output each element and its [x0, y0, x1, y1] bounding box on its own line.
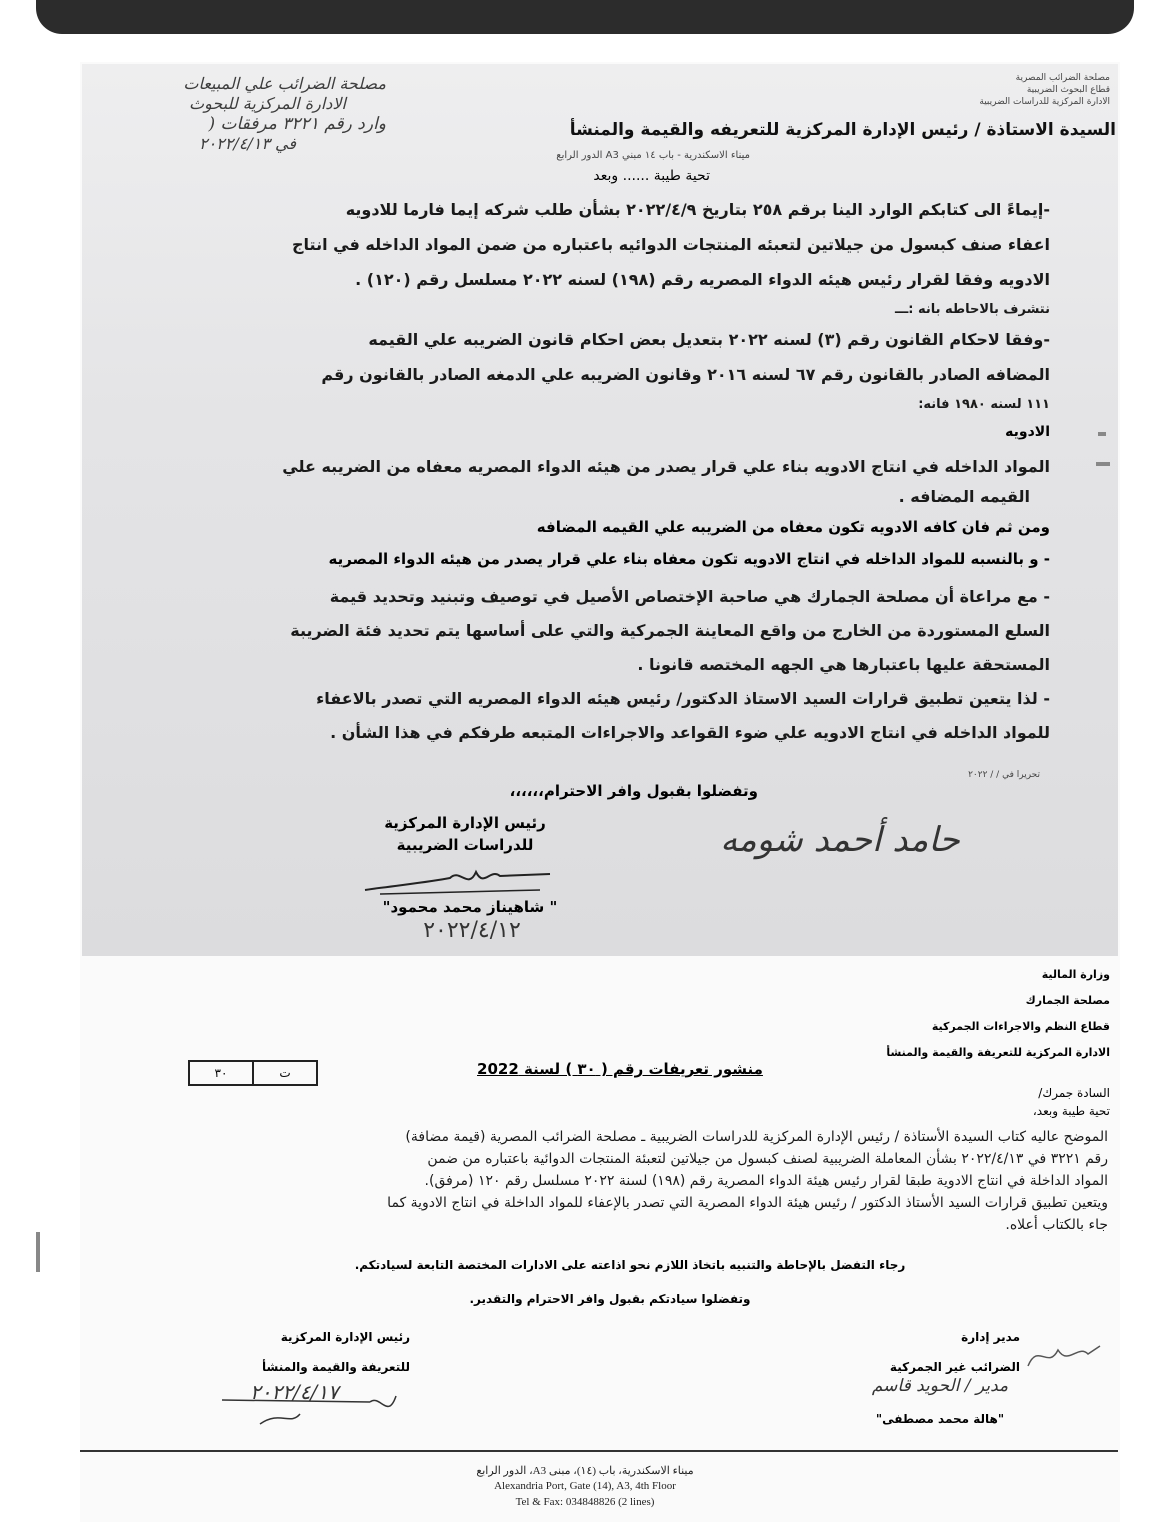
footer-divider [80, 1450, 1118, 1452]
left-signature-stroke [220, 1390, 400, 1430]
paragraph-1 [250, 192, 1050, 323]
signer-title-2: للدراسات الضريبية [396, 836, 534, 854]
paragraph-2-line: ١١١ لسنه ١٩٨٠ فانه: [918, 397, 1050, 412]
letter-title: السيدة الاستاذة / رئيس الإدارة المركزية للتعريفه والقيمة والمنشأ [569, 120, 1116, 140]
circular-number-box [188, 1060, 318, 1086]
signature-scribble-1 [360, 860, 560, 900]
signer-block [350, 812, 580, 856]
circular-closing: وتفضلوا سيادتكم بقبول وافر الاحترام والتقدير. [469, 1292, 751, 1306]
letterhead [910, 72, 1110, 108]
salutation: السادة جمرك/ [1038, 1086, 1110, 1100]
box-label: ت [279, 1066, 291, 1080]
paragraph-1-line: نتشرف بالاحاطه بانه :ـــ [894, 302, 1050, 317]
circular-body-line: المواد الداخلة في انتاج الادوية طبقا لقرار رئيس هيئة الدواء المصرية رقم (١٩٨) لسنة ٢٠٢٢ مسلسل رقم ١٢٠ (مرفق). [424, 1173, 1108, 1189]
paragraph-5-line: السلع المستوردة من الخارج من واقع المعاينة الجمركية والتي على أساسها يتم تحديد فئة الضريبة [290, 621, 1050, 640]
paragraph-4: - و بالنسبه للمواد الداخله في انتاج الادويه تكون معفاه بناء علي قرار يصدر من هيئه الدواء المصريه [328, 550, 1050, 568]
top-bar [36, 0, 1134, 34]
received-stamp [86, 74, 386, 154]
item-b [250, 452, 1050, 512]
item-b-line: المواد الداخله في انتاج الادويه بناء علي قرار يصدر من هيئه الدواء المصريه معفاه من الضريبه علي [282, 457, 1050, 476]
paragraph-5 [190, 580, 1050, 682]
signer-date: ٢٠٢٢/٤/١٢ [423, 918, 521, 943]
ministry-name: وزارة المالية [1041, 968, 1110, 981]
letterhead-line-2: قطاع البحوث الضريبية [1026, 85, 1110, 95]
letter-address: ميناء الاسكندرية - باب ١٤ مبني A3 الدور الرابع [556, 150, 750, 161]
stamp-line-2: الادارة المركزية للبحوث [189, 94, 346, 113]
closing-line: وتفضلوا بقبول وافر الاحترام،،،،،، [509, 782, 758, 800]
paragraph-3: ومن ثم فان كافه الادويه تكون معفاه من الضريبه علي القيمه المضافه [536, 518, 1050, 536]
circular-body-line: الموضح عاليه كتاب السيدة الأستاذة / رئيس الإدارة المركزية للدراسات الضريبية ـ مصلحة الضرائب المصرية (قيمة مضافة) [405, 1129, 1108, 1145]
circular-title: منشور تعريفات رقم ( ٣٠ ) لسنة 2022 [477, 1060, 763, 1078]
right-signer-title-1: مدير إدارة [961, 1330, 1020, 1344]
sector-name: قطاع النظم والاجراءات الجمركية [931, 1020, 1110, 1033]
signer-title-1: رئيس الإدارة المركزية [384, 814, 546, 832]
left-signer-title-1: رئيس الإدارة المركزية [280, 1330, 410, 1344]
paragraph-6 [190, 682, 1050, 750]
right-signer-title-2: الضرائب غير الجمركية [889, 1360, 1020, 1374]
stamp-line-3: وارد رقم ٣٢٢١ مرفقات ( [208, 114, 386, 134]
right-signature-scribble: مدير / الحويد قاسم [871, 1376, 1009, 1396]
customs-header [810, 962, 1110, 1066]
paragraph-1-line: الادويه وفقا لقرار رئيس هيئه الدواء المصريه رقم (١٩٨) لسنه ٢٠٢٢ مسلسل رقم (١٢٠) . [355, 270, 1050, 289]
circular-body-line: جاء بالكتاب أعلاه. [1005, 1217, 1108, 1233]
lower-greeting: تحية طيبة وبعد، [1032, 1104, 1110, 1118]
tiny-date: تحريرا في / / ٢٠٢٢ [968, 770, 1040, 780]
footer-address-ar: ميناء الاسكندرية، باب (١٤)، مبنى A3، الدور الرابع [476, 1465, 694, 1477]
right-margin-scribble [1024, 1336, 1104, 1376]
handwritten-note: حامد أحمد شومه [720, 820, 960, 860]
footer-phone: Tel & Fax: 034848826 (2 lines) [515, 1496, 655, 1508]
department-name: الادارة المركزية للتعريفة والقيمة والمنشأ [886, 1046, 1110, 1059]
letter-greeting: تحية طيبة ...... وبعد [593, 168, 710, 184]
item-marker-b [1096, 462, 1110, 466]
paragraph-1-line: اعفاء صنف كبسول من جيلاتين لتعبئه المنتجات الدوائيه باعتباره من ضمن المواد الداخله في انتاج [292, 235, 1050, 254]
paragraph-5-line: - مع مراعاة أن مصلحة الجمارك هي صاحبة الإختصاص الأصيل في توصيف وتبنيد وتحديد قيمة [329, 587, 1050, 606]
paragraph-2-line: المضافه الصادر بالقانون رقم ٦٧ لسنه ٢٠١٦ وقانون الضريبه علي الدمغه الصادر بالقانون رقم [321, 365, 1050, 384]
left-signature-scribble: ٢٠٢٢/٤/١٧ [250, 1380, 339, 1404]
paragraph-5-line: المستحقة عليها باعتبارها هي الجهه المختصه قانونا . [637, 655, 1050, 674]
box-number: ٣٠ [190, 1062, 254, 1084]
circular-body-line: رقم ٣٢٢١ في ٢٠٢٢/٤/١٣ بشأن المعاملة الضريبية لصنف كبسول من جيلاتين لتعبئة المنتجات الدوائية باعتباره من ضمن [427, 1151, 1108, 1167]
right-signer-name: "هالة محمد مصطفى" [875, 1412, 1005, 1426]
circular-body [148, 1126, 1108, 1236]
item-a: الادويه [1005, 424, 1050, 440]
right-signature-block [820, 1322, 1020, 1382]
footer-address-en: Alexandria Port, Gate (14), A3, 4th Floor [494, 1480, 676, 1492]
paragraph-6-line: للمواد الداخله في انتاج الادويه علي ضوء القواعد والاجراءات المتبعه طرفكم في هذا الشأن . [330, 723, 1050, 742]
stamp-line-4: في ٢٠٢٢/٤/١٣ [198, 134, 296, 153]
letterhead-line-1: مصلحة الضرائب المصرية [1015, 73, 1110, 83]
scroll-thumb[interactable] [36, 1232, 40, 1272]
letterhead-line-3: الادارة المركزية للدراسات الضريبية [979, 97, 1110, 107]
paragraph-2-line: -وفقا لاحكام القانون رقم (٣) لسنه ٢٠٢٢ بتعديل بعض احكام قانون الضريبه علي القيمه [368, 330, 1050, 349]
paragraph-6-line: - لذا يتعين تطبيق قرارات السيد الاستاذ الدكتور/ رئيس هيئه الدواء المصريه التي تصدر بالاعفاء [316, 689, 1050, 708]
item-b-line: القيمه المضافه . [898, 487, 1030, 506]
paragraph-1-line: -إيماءً الى كتابكم الوارد الينا برقم ٢٥٨ بتاريخ ٢٠٢٢/٤/٩ بشأن طلب شركه إيما فارما للادويه [345, 200, 1050, 219]
left-signer-title-2: للتعريفة والقيمة والمنشأ [262, 1360, 410, 1374]
paragraph-2 [250, 322, 1050, 418]
signer-name: " شاهيناز محمد محمود" [382, 898, 558, 916]
stamp-line-1: مصلحة الضرائب علي المبيعات [183, 74, 386, 93]
circular-body-line: ويتعين تطبيق قرارات السيد الأستاذ الدكتور / رئيس هيئة الدواء المصرية التي تصدر بالإعفاء للمواد الداخلة في انتاج الادوية كما [387, 1195, 1108, 1211]
authority-name: مصلحة الجمارك [1025, 994, 1110, 1007]
item-marker-a [1098, 432, 1106, 436]
circular-request: رجاء التفضل بالإحاطة والتنبيه باتخاذ اللازم نحو اذاعته على الادارات المختصة التابعة لسيادتكم. [354, 1258, 906, 1272]
left-signature-block [210, 1322, 410, 1382]
